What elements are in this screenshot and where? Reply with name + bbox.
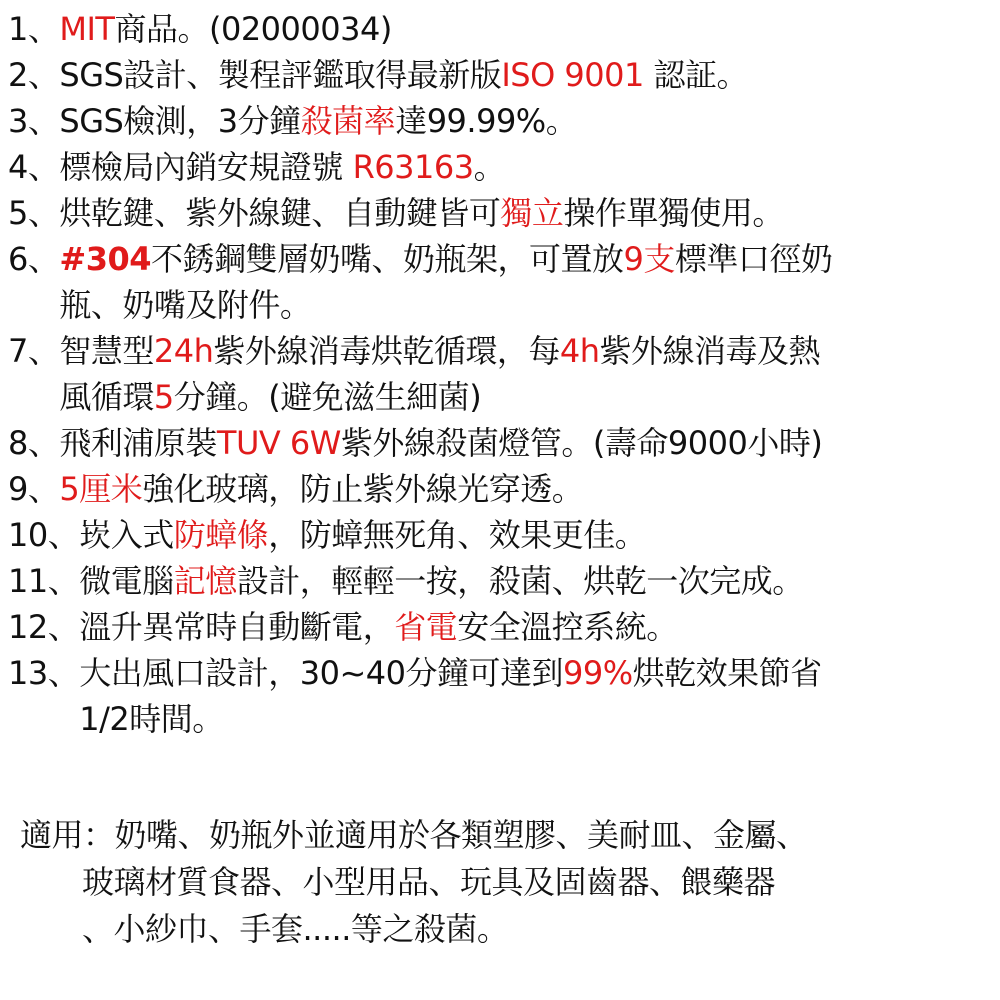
list-item-number: 9、 <box>8 470 60 508</box>
text-segment: 商品。(02000034) <box>114 10 392 48</box>
highlight-text: 省電 <box>394 608 458 646</box>
highlight-text: 獨立 <box>500 194 564 232</box>
list-item-number: 7、 <box>8 332 60 370</box>
list-item <box>8 650 993 742</box>
list-item-number: 6、 <box>8 240 60 278</box>
list-item <box>8 328 993 420</box>
highlight-text: 99% <box>563 654 633 692</box>
list-item-number: 11、 <box>8 562 80 600</box>
text-segment: 認証。 <box>643 56 749 94</box>
list-item <box>8 190 993 236</box>
highlight-text: 4h <box>559 332 600 370</box>
usage-line-3: 、小紗巾、手套.....等之殺菌。 <box>82 910 509 948</box>
list-item-text <box>79 512 993 558</box>
highlight-text: MIT <box>59 10 115 48</box>
list-item-number: 2、 <box>8 56 60 94</box>
usage-line-2: 玻璃材質食器、小型用品、玩具及固齒器、餵藥器 <box>82 863 776 901</box>
list-item-text <box>59 466 993 512</box>
text-segment: 不銹鋼雙層奶嘴、奶瓶架，可置放 <box>150 240 624 278</box>
list-item-number: 4、 <box>8 148 60 186</box>
text-segment: 標準口徑奶 <box>674 240 833 278</box>
highlight-text: 殺菌率 <box>300 102 396 140</box>
list-item-number: 3、 <box>8 102 60 140</box>
highlight-text: ISO 9001 <box>501 56 644 94</box>
highlight-text: R63163 <box>352 148 474 186</box>
list-item-text <box>79 604 993 650</box>
list-item-text <box>59 420 993 466</box>
list-item-continuation: 瓶、奶嘴及附件。 <box>59 286 312 324</box>
list-item <box>8 236 993 328</box>
list-item <box>8 558 993 604</box>
highlight-text: 9支 <box>623 240 675 278</box>
highlight-text: TUV 6W <box>216 424 341 462</box>
text-segment: 設計，輕輕一按，殺菌、烘乾一次完成。 <box>236 562 804 600</box>
list-item <box>8 144 993 190</box>
text-segment: 紫外線消毒及熱 <box>599 332 821 370</box>
text-segment: SGS設計、製程評鑑取得最新版 <box>59 56 502 94</box>
list-item-text <box>59 236 993 328</box>
list-item <box>8 604 993 650</box>
text-segment: 智慧型 <box>59 332 154 370</box>
usage-line-1: 適用：奶嘴、奶瓶外並適用於各類塑膠、美耐皿、金屬、 <box>20 816 808 854</box>
highlight-text: 24h <box>153 332 214 370</box>
list-item-text <box>59 52 993 98</box>
list-item-text <box>79 558 993 604</box>
list-item <box>8 512 993 558</box>
list-item-text <box>59 190 993 236</box>
text-segment: 烘乾效果節省 <box>632 654 822 692</box>
text-segment: 烘乾鍵、紫外線鍵、自動鍵皆可 <box>59 194 501 232</box>
text-segment: 。 <box>473 148 506 186</box>
highlight-text: #304 <box>59 240 151 278</box>
list-item-number: 1、 <box>8 10 60 48</box>
list-item-number: 5、 <box>8 194 60 232</box>
list-item-continuation: 1/2時間。 <box>79 700 224 738</box>
list-item-text <box>59 98 993 144</box>
highlight-text: 5厘米 <box>59 470 143 508</box>
list-item <box>8 420 993 466</box>
text-segment: 紫外線殺菌燈管。(壽命9000小時) <box>340 424 823 462</box>
list-item-text <box>59 6 993 52</box>
usage-note <box>20 812 980 953</box>
text-segment: 微電腦 <box>79 562 174 600</box>
text-segment: 強化玻璃，防止紫外線光穿透。 <box>142 470 584 508</box>
list-item-number: 8、 <box>8 424 60 462</box>
text-segment: 風循環 <box>59 378 154 416</box>
text-segment: SGS檢測，3分鐘 <box>59 102 301 140</box>
text-segment: 達99.99%。 <box>395 102 578 140</box>
list-item-continuation <box>59 374 993 420</box>
text-segment: 紫外線消毒烘乾循環，每 <box>213 332 560 370</box>
text-segment: 操作單獨使用。 <box>563 194 784 232</box>
text-segment: 大出風口設計，30~40分鐘可達到 <box>79 654 563 692</box>
list-item-number: 12、 <box>8 608 80 646</box>
text-segment: 飛利浦原裝 <box>59 424 217 462</box>
highlight-text: 5 <box>153 378 174 416</box>
highlight-text: 記憶 <box>173 562 237 600</box>
text-segment: 安全溫控系統。 <box>457 608 678 646</box>
list-item-text <box>59 144 993 190</box>
text-segment: 標檢局內銷安規證號 <box>59 148 353 186</box>
highlight-text: 防蟑條 <box>173 516 269 554</box>
text-segment: 分鐘。(避免滋生細菌) <box>173 378 482 416</box>
text-segment: ，防蟑無死角、效果更佳。 <box>268 516 647 554</box>
list-item <box>8 6 993 52</box>
feature-list <box>8 6 993 742</box>
list-item <box>8 466 993 512</box>
list-item-text <box>79 650 993 742</box>
text-segment: 溫升異常時自動斷電， <box>79 608 395 646</box>
list-item <box>8 52 993 98</box>
list-item-text <box>59 328 993 420</box>
list-item <box>8 98 993 144</box>
text-segment: 崁入式 <box>79 516 174 554</box>
list-item-number: 13、 <box>8 654 80 692</box>
list-item-number: 10、 <box>8 516 80 554</box>
